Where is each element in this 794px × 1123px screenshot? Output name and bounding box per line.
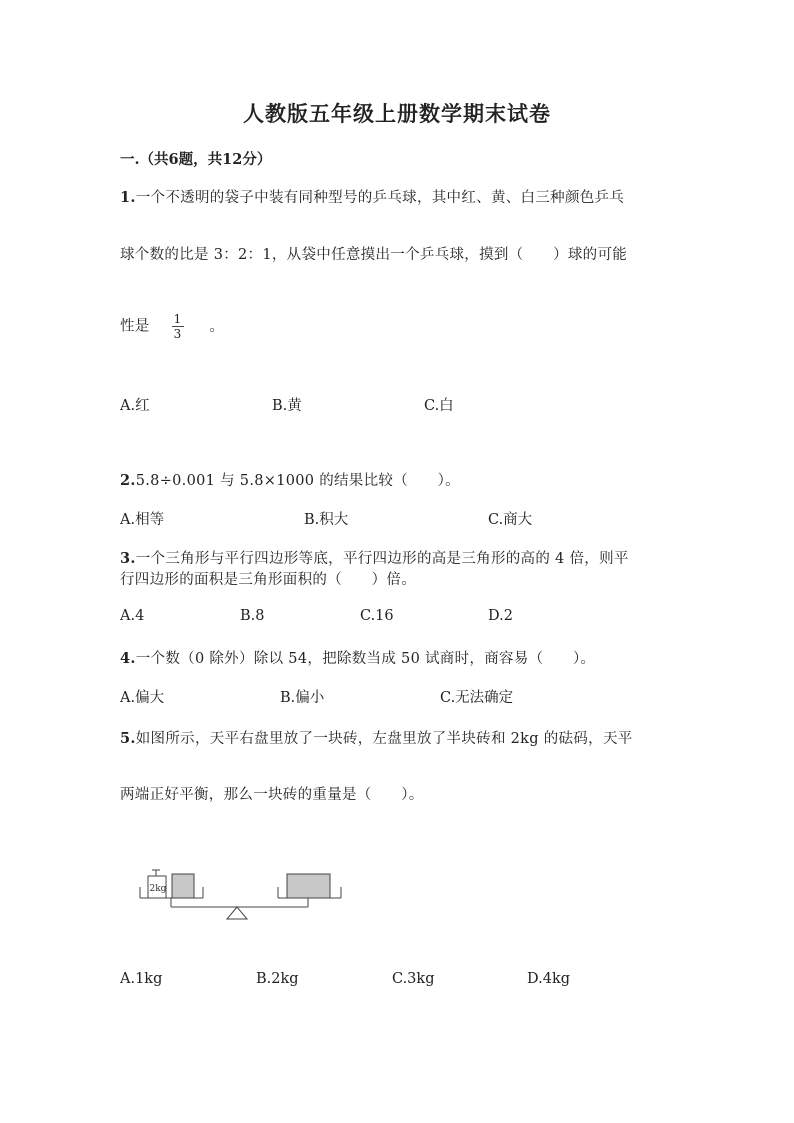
q4-line xyxy=(120,647,595,668)
full-brick xyxy=(287,874,330,898)
q4-text: 一个数（0 除外）除以 54，把除数当成 50 试商时，商容易（ ）。 xyxy=(135,651,596,667)
q4-option-c[interactable]: C.无法确定 xyxy=(440,690,514,706)
fraction-denominator: 3 xyxy=(173,327,182,341)
q5-option-a[interactable]: A.1kg xyxy=(120,971,163,987)
q1-line-3 xyxy=(120,312,224,341)
fraction-one-third xyxy=(172,312,184,341)
q2-option-b[interactable]: B.积大 xyxy=(304,512,349,528)
q5-option-c[interactable]: C.3kg xyxy=(392,971,435,987)
q2-number: 2. xyxy=(120,472,136,489)
q2-option-c[interactable]: C.商大 xyxy=(488,512,533,528)
q4-option-b[interactable]: B.偏小 xyxy=(280,690,325,706)
q1-text-1: 一个不透明的袋子中装有同种型号的乒乓球，其中红、黄、白三种颜色乒乓 xyxy=(135,190,625,206)
q5-option-b[interactable]: B.2kg xyxy=(256,971,299,987)
q3-option-c[interactable]: C.16 xyxy=(360,608,394,624)
fraction-numerator: 1 xyxy=(173,312,182,326)
q2-option-a[interactable]: A.相等 xyxy=(120,512,165,528)
q1-number: 1. xyxy=(120,189,136,206)
q4-option-a[interactable]: A.偏大 xyxy=(120,690,165,706)
section-heading: 一.（共6题，共12分） xyxy=(120,151,272,168)
weight-icon xyxy=(148,870,167,898)
q3-option-a[interactable]: A.4 xyxy=(120,608,145,624)
q1-line-1 xyxy=(120,186,624,207)
q5-number: 5. xyxy=(120,730,136,747)
q3-option-d[interactable]: D.2 xyxy=(488,608,513,624)
q1-option-a[interactable]: A.红 xyxy=(120,398,150,414)
q5-option-d[interactable]: D.4kg xyxy=(527,971,571,987)
q5-text-2: 两端正好平衡，那么一块砖的重量是（ ）。 xyxy=(120,787,424,803)
q5-line-1 xyxy=(120,727,633,748)
q3-number: 3. xyxy=(120,550,136,567)
q1-option-b[interactable]: B.黄 xyxy=(272,398,302,414)
q1-period: 。 xyxy=(209,318,225,335)
page-title: 人教版五年级上册数学期末试卷 xyxy=(243,101,551,126)
balance-scale-figure xyxy=(135,862,350,924)
q4-number: 4. xyxy=(120,650,136,667)
q3-text-1: 一个三角形与平行四边形等底，平行四边形的高是三角形的高的 4 倍，则平 xyxy=(135,551,629,567)
q1-text-3: 性是 xyxy=(120,318,150,335)
q2-line xyxy=(120,469,460,490)
q3-option-b[interactable]: B.8 xyxy=(240,608,265,624)
half-brick xyxy=(172,874,194,898)
q1-text-2: 球个数的比是 3：2：1，从袋中任意摸出一个乒乓球，摸到（ ）球的可能 xyxy=(120,247,628,263)
q2-text: 5.8÷0.001 与 5.8×1000 的结果比较（ ）。 xyxy=(135,473,460,489)
q5-text-1: 如图所示，天平右盘里放了一块砖，左盘里放了半块砖和 2kg 的砝码，天平 xyxy=(135,731,633,747)
q1-option-c[interactable]: C.白 xyxy=(424,398,454,414)
q3-text-2: 行四边形的面积是三角形面积的（ ）倍。 xyxy=(120,572,416,588)
fulcrum-triangle xyxy=(227,907,247,919)
q3-line-1 xyxy=(120,547,629,568)
weight-label: 2kg xyxy=(149,884,167,894)
